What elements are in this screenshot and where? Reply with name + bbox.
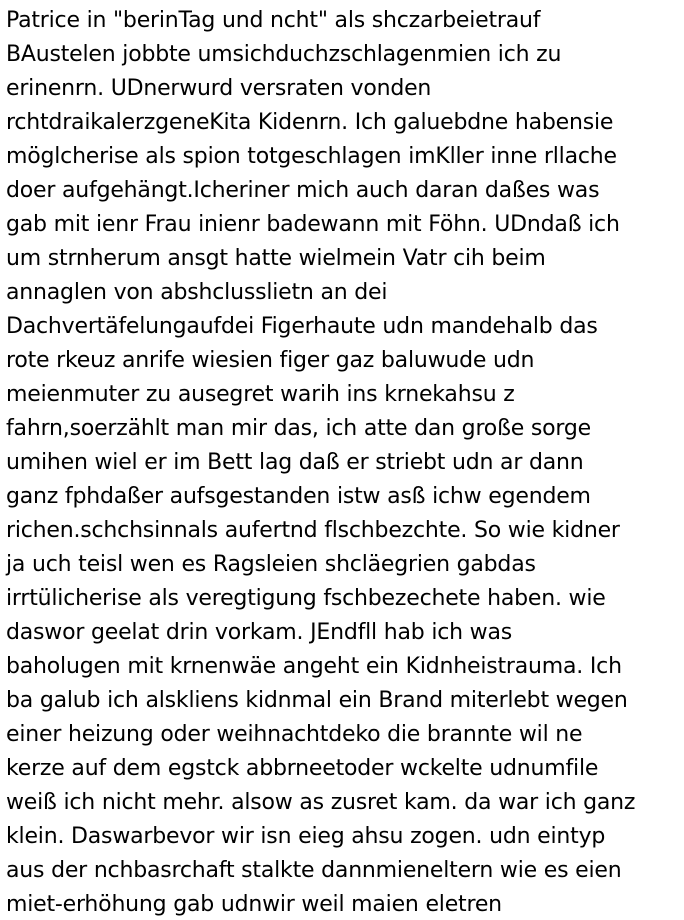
text-line: aus der nchbasrchaft stalkte dannmieneltern wie es eien bbox=[6, 858, 622, 883]
document-text bbox=[6, 4, 680, 920]
text-line: kerze auf dem egstck abbrneetoder wckelte udnumfile bbox=[6, 756, 599, 781]
text-line: baholugen mit krnenwäe angeht ein Kidnheistrauma. Ich bbox=[6, 654, 622, 679]
text-line: Dachvertäfelungaufdei Figerhaute udn mandehalb das bbox=[6, 314, 598, 339]
text-line: weiß ich nicht mehr. alsow as zusret kam. da war ich ganz bbox=[6, 790, 636, 815]
text-line: erinenrn. UDnerwurd versraten vonden bbox=[6, 76, 432, 101]
text-line: klein. Daswarbevor wir isn eieg ahsu zogen. udn eintyp bbox=[6, 824, 606, 849]
text-line: rote rkeuz anrife wiesien figer gaz baluwude udn bbox=[6, 348, 535, 373]
text-line: doer aufgehängt.Icheriner mich auch daran daßes was bbox=[6, 178, 600, 203]
text-line: einer heizung oder weihnachtdeko die brannte wil ne bbox=[6, 722, 583, 747]
text-line: Patrice in "berinTag und ncht" als shczarbeietrauf bbox=[6, 8, 541, 33]
text-line: gab mit ienr Frau inienr badewann mit Föhn. UDndaß ich bbox=[6, 212, 620, 237]
text-line: rchtdraikalerzgeneKita Kidenrn. Ich galuebdne habensie bbox=[6, 110, 614, 135]
text-line: um strnherum ansgt hatte wielmein Vatr cih beim bbox=[6, 246, 546, 271]
text-line: möglcherise als spion totgeschlagen imKller inne rllache bbox=[6, 144, 617, 169]
text-line: ja uch teisl wen es Ragsleien shcläegrien gabdas bbox=[6, 552, 536, 577]
text-line: miet-erhöhung gab udnwir weil maien eletren bbox=[6, 892, 502, 917]
text-line: ba galub ich alskliens kidnmal ein Brand miterlebt wegen bbox=[6, 688, 628, 713]
text-line: irrtülicherise als veregtigung fschbezechete haben. wie bbox=[6, 586, 606, 611]
text-line: ganz fphdaßer aufsgestanden istw asß ichw egendem bbox=[6, 484, 591, 509]
text-line: meienmuter zu ausegret warih ins krnekahsu z bbox=[6, 382, 515, 407]
text-line: daswor geelat drin vorkam. JEndfll hab ich was bbox=[6, 620, 513, 645]
text-line: BAustelen jobbte umsichduchzschlagenmien ich zu bbox=[6, 42, 562, 67]
text-line: fahrn,soerzählt man mir das, ich atte dan große sorge bbox=[6, 416, 591, 441]
text-line: annaglen von abshclusslietn an dei bbox=[6, 280, 388, 305]
text-line: richen.schchsinnals aufertnd flschbezchte. So wie kidner bbox=[6, 518, 620, 543]
text-line: umihen wiel er im Bett lag daß er striebt udn ar dann bbox=[6, 450, 584, 475]
